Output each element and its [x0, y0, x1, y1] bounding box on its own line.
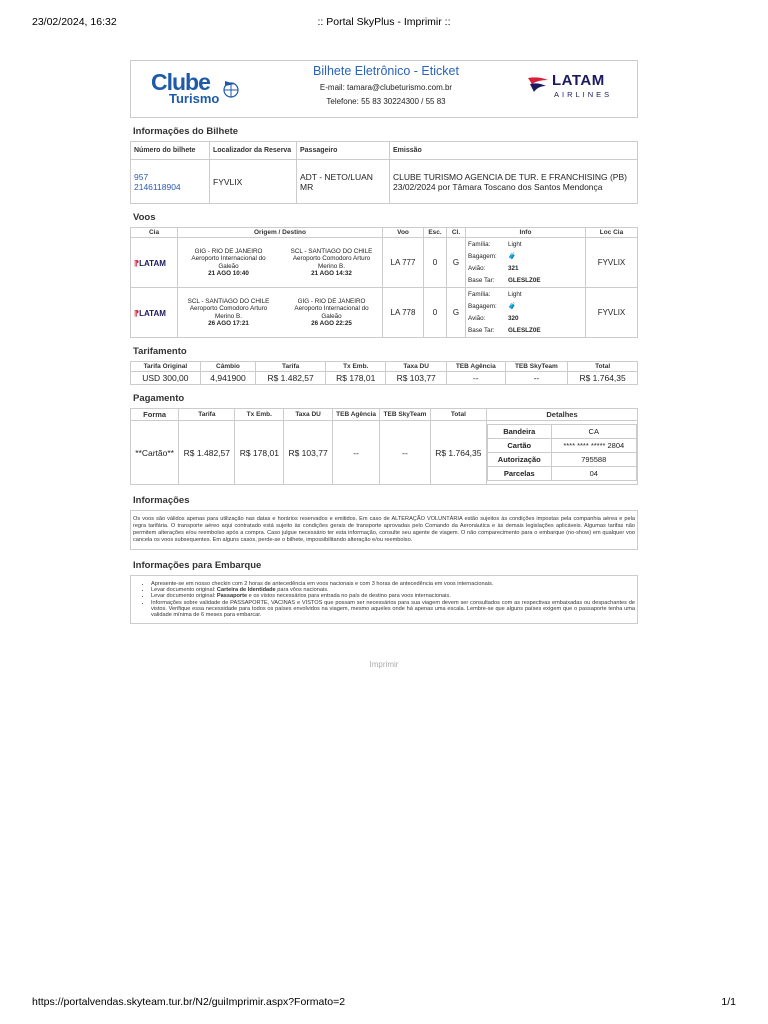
latam-mini-logo: ⁋LATAM: [134, 308, 166, 318]
detail-value: CA: [551, 425, 636, 439]
payment-teb-skyteam: --: [380, 421, 430, 485]
ticket-info-title: Informações do Bilhete: [133, 126, 239, 137]
payment-taxa-du: R$ 103,77: [284, 421, 333, 485]
boarding-info-box: [130, 575, 638, 624]
fare-class: G: [447, 288, 466, 338]
agency-email-line: [281, 83, 491, 92]
fare-value: USD 300,00: [131, 372, 201, 385]
payment-tx-emb: R$ 178,01: [235, 421, 284, 485]
detail-value: 795588: [551, 453, 636, 467]
col-issuance: Emissão: [390, 142, 638, 160]
ticket-info-table: [130, 141, 638, 204]
fare-col: Câmbio: [200, 362, 256, 372]
fare-col: Tx Emb.: [325, 362, 385, 372]
baggage-icon: 🧳: [508, 252, 516, 260]
stops: 0: [424, 238, 447, 288]
col-stops: Esc.: [424, 228, 447, 238]
info-title: Informações: [133, 495, 190, 506]
issuance-date-agent: 23/02/2024 por Tâmara Toscano dos Santos Mendonça: [393, 181, 603, 192]
email-label: E-mail:: [319, 83, 348, 92]
print-page-number: 1/1: [721, 996, 736, 1008]
destination: GIG - RIO DE JANEIRO Aeroporto Internacional do Galeão 26 AGO 22:25: [294, 297, 369, 327]
boarding-item: • Apresente-se em nosso checkin com 2 horas de antecedência em voos nacionais e com 3 horas de antecedência em voos internacionais.: [151, 581, 635, 587]
latam-logo-text: LATAM: [552, 72, 605, 89]
print-button[interactable]: Imprimir: [369, 660, 399, 669]
fare-col: Tarifa: [256, 362, 326, 372]
eticket-header: [130, 60, 638, 118]
detail-value: **** **** ***** 2804: [551, 439, 636, 453]
col-origin-destination: Origem / Destino: [178, 228, 383, 238]
logo-text-turismo: Turismo: [169, 91, 220, 106]
col-class: Cl.: [447, 228, 466, 238]
ticket-number-body: 2146118904: [134, 181, 181, 192]
fare-class: G: [447, 238, 466, 288]
fare-value: R$ 1.764,35: [568, 372, 638, 385]
boarding-title: Informações para Embarque: [133, 560, 262, 571]
fare-value: 4,941900: [200, 372, 256, 385]
boarding-item: • Levar documento original: Carteira de Identidade para vôos nacionais.: [151, 587, 635, 593]
payment-col: Tarifa: [179, 409, 235, 421]
payment-title: Pagamento: [133, 393, 185, 404]
fare-value: R$ 178,01: [325, 372, 385, 385]
flight-info: Família: Light Bagagem: 🧳 Avião: 320 Base Tar: GLESLZ0E: [466, 288, 586, 338]
payment-col: Detalhes: [487, 409, 638, 421]
payment-details-table: [487, 424, 637, 481]
detail-value: 04: [551, 467, 636, 481]
flights-table: [130, 227, 638, 338]
baggage-icon: 🧳: [508, 302, 516, 310]
col-ticket-number: Número do bilhete: [131, 142, 210, 160]
destination: SCL - SANTIAGO DO CHILE Aeroporto Comodoro Arturo Merino B. 21 AGO 14:32: [290, 247, 373, 277]
flight-info: Família: Light Bagagem: 🧳 Avião: 321 Base Tar: GLESLZ0E: [466, 238, 586, 288]
payment-col: Total: [430, 409, 486, 421]
origin: GIG - RIO DE JANEIRO Aeroporto Internacional do Galeão 21 AGO 10:40: [191, 247, 266, 277]
payment-table: [130, 408, 638, 485]
ticket-number-prefix: 957: [134, 171, 149, 182]
passenger-name: ADT - NETO/LUAN MR: [297, 160, 390, 204]
fare-col: Tarifa Original: [131, 362, 201, 372]
flights-title: Voos: [133, 212, 156, 223]
agency-phone-line: [281, 97, 491, 106]
fare-value: R$ 1.482,57: [256, 372, 326, 385]
fare-col: TEB SkyTeam: [505, 362, 568, 372]
fare-value: --: [505, 372, 568, 385]
payment-col: TEB SkyTeam: [380, 409, 430, 421]
airlines-logo-text: AIRLINES: [554, 90, 613, 99]
col-flight: Voo: [383, 228, 424, 238]
agency-phone: 55 83 30224300 / 55 83: [361, 97, 446, 106]
eticket-header-center: [281, 64, 491, 106]
detail-label: Autorização: [488, 453, 552, 467]
logo-text-clube: Clube: [151, 69, 210, 95]
boarding-item: • Levar documento original: Passaporte e os vistos necessários para entrada no país de destino para voos internacionais.: [151, 593, 635, 599]
payment-teb-agencia: --: [332, 421, 379, 485]
phone-label: Telefone:: [326, 97, 362, 106]
airline-locator: FYVLIX: [586, 238, 638, 288]
airline-logo-cell: [131, 288, 178, 338]
flight-number: LA 778: [383, 288, 424, 338]
clube-turismo-logo: [151, 69, 243, 109]
eticket-title: Bilhete Eletrônico - Eticket: [313, 64, 459, 78]
fare-col: Taxa DU: [386, 362, 446, 372]
agency-email: tamara@clubeturismo.com.br: [347, 83, 453, 92]
globe-plane-icon: [221, 78, 241, 100]
fare-col: Total: [568, 362, 638, 372]
flight-row: [131, 238, 638, 288]
latam-bird-icon: [526, 74, 550, 96]
origin: SCL - SANTIAGO DO CHILE Aeroporto Comodoro Arturo Merino B. 26 AGO 17:21: [187, 297, 270, 327]
flight-row: [131, 288, 638, 338]
fare-col: TEB Agência: [446, 362, 505, 372]
boarding-item: • Informações sobre validade de PASSAPORTE, VACINAS e VISTOS que possam ser necessários para sua viagem devem ser consultados com as respectivas embaixadas ou despachantes de vistos. Verifique essa necessidade para todos os países envolvidos na viagem, mesmo aqueles onde há apenas uma escala. Lembre-se que alguns países exigem que o passaporte tenha uma validade mínima de 6 meses para embarcar.: [151, 600, 635, 619]
airline-locator: FYVLIX: [586, 288, 638, 338]
fares-title: Tarifamento: [133, 346, 187, 357]
col-info: Info: [466, 228, 586, 238]
latam-airlines-logo: [526, 72, 626, 106]
payment-method: **Cartão**: [131, 421, 179, 485]
eticket-page: [130, 60, 638, 669]
stops: 0: [424, 288, 447, 338]
payment-total: R$ 1.764,35: [430, 421, 486, 485]
payment-details: [487, 421, 638, 485]
detail-label: Parcelas: [488, 467, 552, 481]
info-text: Os voos são válidos apenas para utilização nas datas e horários reservados e emitidos. Em caso de ALTERAÇÃO VOLUNTÁRIA estão sujeitos às condições impostas pela companhia aérea e pela regra tarifária. O transporte aéreo aqui contratado está sujeito às condições gerais de transporte aprovadas pelo Comando da Aeronáutica e às demais legislações aplicáveis. Algumas tarifas não permitem alterações e/ou reembolso após a compra. Caso julgue necessário ter esta informação, consulte seu agente de viagem. O não comparecimento para o embarque (no-show) em qualquer voo cancela os voos subsequentes. Em alguns casos, perde-se o bilhete, impossibilitando alteração e/ou reembolso.: [130, 510, 638, 550]
payment-col: Forma: [131, 409, 179, 421]
route-cell: [178, 238, 383, 288]
col-airline-locator: Loc Cia: [586, 228, 638, 238]
print-datetime: 23/02/2024, 16:32: [32, 16, 117, 28]
col-locator: Localizador da Reserva: [210, 142, 297, 160]
issuance-agency: CLUBE TURISMO AGENCIA DE TUR. E FRANCHISING (PB): [393, 171, 627, 182]
col-passenger: Passageiro: [297, 142, 390, 160]
route-cell: [178, 288, 383, 338]
payment-col: TEB Agência: [332, 409, 379, 421]
detail-label: Bandeira: [488, 425, 552, 439]
payment-col: Taxa DU: [284, 409, 333, 421]
col-airline: Cia: [131, 228, 178, 238]
payment-col: Tx Emb.: [235, 409, 284, 421]
issuance-info: [390, 160, 638, 204]
reservation-locator: FYVLIX: [210, 160, 297, 204]
print-url: https://portalvendas.skyteam.tur.br/N2/guiImprimir.aspx?Formato=2: [32, 996, 346, 1008]
fares-table: [130, 361, 638, 385]
ticket-number[interactable]: [131, 160, 210, 204]
payment-fare: R$ 1.482,57: [179, 421, 235, 485]
print-page-title: :: Portal SkyPlus - Imprimir ::: [317, 16, 451, 28]
airline-logo-cell: [131, 238, 178, 288]
detail-label: Cartão: [488, 439, 552, 453]
fare-value: R$ 103,77: [386, 372, 446, 385]
latam-mini-logo: ⁋LATAM: [134, 258, 166, 268]
flight-number: LA 777: [383, 238, 424, 288]
fare-value: --: [446, 372, 505, 385]
